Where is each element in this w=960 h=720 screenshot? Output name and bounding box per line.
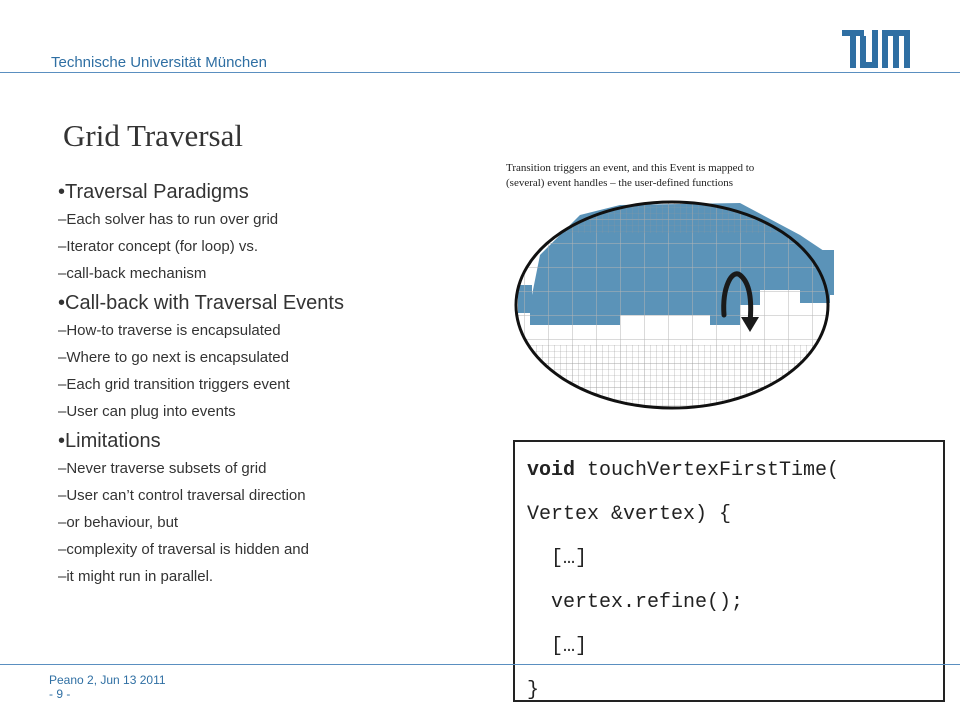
page-number: - 9 - [49,687,71,701]
bullet-item: –complexity of traversal is hidden and [58,541,309,558]
bullet-item: –User can plug into events [58,403,236,420]
code-box [513,440,945,702]
code-line: vertex.refine(); [527,591,744,614]
institution-name: Technische Universität München [51,54,267,71]
tum-logo [842,30,910,68]
code-text: touchVertexFirstTime( [575,459,840,482]
bullet-item: –or behaviour, but [58,514,179,531]
header-divider [0,72,960,73]
bullet-item: –Never traverse subsets of grid [58,460,267,477]
code-line: […] [527,547,588,570]
bullet-item: –How-to traverse is encapsulated [58,322,281,339]
bullet-item: –Iterator concept (for loop) vs. [58,238,259,255]
grid-diagram [500,195,845,415]
code-line: […] [527,635,588,658]
code-keyword: void [527,459,576,482]
bullet-heading: •Limitations [58,430,161,452]
footer [49,673,166,701]
figure-caption [506,161,826,191]
bullet-item: –Each grid transition triggers event [58,376,290,393]
bullet-item: –User can’t control traversal direction [58,487,306,504]
bullet-heading: •Traversal Paradigms [58,181,249,203]
bullet-list [58,176,478,590]
caption-line: (several) event handles – the user-defined functions [506,177,734,189]
caption-line: Transition triggers an event, and this Event is mapped to [506,162,755,174]
slide-title: Grid Traversal [63,118,243,153]
bullet-item: –call-back mechanism [58,265,207,282]
code-line [527,456,943,500]
bullet-heading: •Call-back with Traversal Events [58,292,344,314]
footer-divider [0,664,960,665]
code-line: } [527,679,540,702]
code-line: Vertex &vertex) { [527,503,732,526]
bullet-item: –it might run in parallel. [58,568,214,585]
bullet-item: –Each solver has to run over grid [58,211,279,228]
bullet-item: –Where to go next is encapsulated [58,349,289,366]
footer-date: Peano 2, Jun 13 2011 [49,673,166,687]
